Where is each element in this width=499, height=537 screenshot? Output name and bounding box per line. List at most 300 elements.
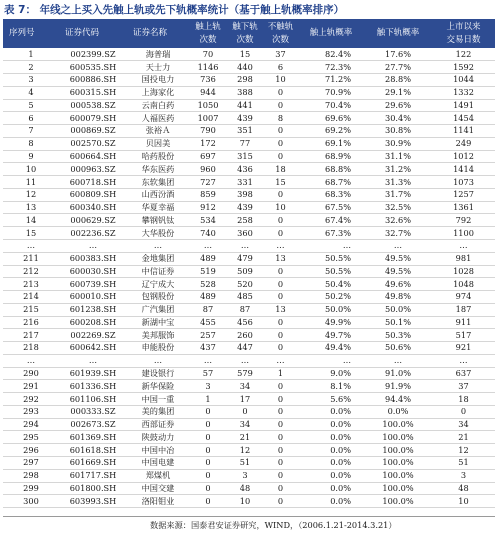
- header-days-line1: 上市以来: [446, 21, 481, 32]
- cell-no-touch: 0: [277, 419, 284, 430]
- cell-no-touch: 0: [277, 457, 284, 468]
- table-row: [3, 163, 495, 176]
- cell-seq: 9: [28, 151, 34, 161]
- cell-code: …: [88, 355, 98, 366]
- cell-up-prob: 49.4%: [324, 342, 351, 353]
- table-row: [3, 444, 495, 457]
- cell-code: 600664.SH: [69, 151, 117, 161]
- cell-name: …: [153, 355, 163, 366]
- cell-no-touch: 10: [275, 74, 286, 85]
- cell-up-count: 489: [200, 291, 216, 302]
- cell-down-count: 398: [237, 189, 253, 200]
- cell-up-prob: …: [342, 240, 351, 251]
- cell-up-count: …: [203, 355, 213, 366]
- cell-up-prob: 0.0%: [330, 482, 351, 493]
- cell-down-count: 456: [237, 316, 253, 327]
- cell-code: 600739.SH: [69, 278, 117, 289]
- cell-down-prob: 49.6%: [384, 278, 411, 289]
- cell-up-count: 534: [200, 214, 216, 225]
- cell-no-touch: 13: [275, 304, 286, 315]
- cell-down-count: 439: [237, 112, 253, 123]
- cell-no-touch: 8: [277, 112, 284, 123]
- cell-days: 21: [458, 431, 469, 442]
- cell-code: 601669.SH: [69, 457, 117, 468]
- cell-code: 601717.SH: [69, 470, 117, 481]
- cell-down-prob: 29.1%: [384, 87, 411, 98]
- cell-up-count: 0: [205, 406, 211, 417]
- cell-seq: 14: [25, 214, 37, 225]
- header-no-touch-line1: 不触轨: [267, 21, 294, 32]
- cell-name: 东软集团: [141, 176, 175, 187]
- cell-days: 921: [455, 342, 472, 353]
- cell-code: 600642.SH: [69, 342, 117, 353]
- cell-up-prob: 0.0%: [330, 419, 351, 430]
- cell-up-count: 0: [205, 470, 211, 481]
- cell-up-prob: 0.0%: [330, 470, 351, 481]
- table-row: [3, 405, 495, 418]
- cell-name: 国投电力: [141, 74, 175, 85]
- cell-name: 广汽集团: [141, 304, 175, 315]
- header-down-prob: 触下轨概率: [376, 28, 420, 38]
- cell-up-count: 519: [200, 265, 216, 276]
- cell-name: 人福医药: [141, 112, 175, 123]
- cell-up-count: 0: [205, 482, 211, 493]
- cell-no-touch: 0: [277, 316, 284, 327]
- cell-days: 3: [460, 470, 467, 481]
- cell-seq: 13: [25, 202, 37, 213]
- cell-days: 1332: [453, 87, 474, 98]
- cell-up-prob: 50.5%: [324, 265, 351, 276]
- cell-name: 辽宁成大: [141, 278, 175, 289]
- cell-down-prob: 32.5%: [384, 202, 411, 213]
- cell-down-prob: 49.5%: [384, 253, 411, 264]
- cell-seq: 10: [25, 163, 37, 174]
- cell-down-count: 17: [239, 393, 251, 404]
- cell-code: 002673.SZ: [70, 419, 116, 430]
- cell-name: 海普瑞: [145, 48, 171, 59]
- cell-up-prob: 67.5%: [324, 202, 351, 213]
- cell-seq: 294: [23, 419, 39, 430]
- cell-no-touch: 0: [277, 125, 284, 136]
- cell-down-prob: 100.0%: [382, 444, 414, 455]
- cell-down-prob: 31.2%: [384, 163, 411, 174]
- cell-seq: 8: [28, 138, 34, 149]
- table-row: [3, 342, 495, 355]
- table-row: [3, 48, 495, 61]
- cell-down-prob: 100.0%: [382, 470, 414, 481]
- cell-days: 122: [455, 48, 472, 59]
- cell-code: 600340.SH: [69, 202, 117, 213]
- cell-no-touch: 37: [275, 48, 286, 59]
- cell-days: 637: [455, 368, 472, 379]
- header-name: 证券名称: [133, 28, 168, 38]
- cell-name: 新湖中宝: [141, 316, 175, 327]
- cell-down-prob: 31.3%: [384, 176, 411, 187]
- cell-days: 0: [460, 406, 467, 417]
- cell-seq: …: [26, 355, 36, 366]
- cell-down-count: 48: [239, 482, 251, 493]
- cell-name: 西部证券: [141, 419, 175, 430]
- cell-down-count: 436: [237, 163, 253, 174]
- cell-up-prob: 0.0%: [330, 431, 351, 442]
- cell-no-touch: 0: [277, 431, 284, 442]
- cell-seq: 12: [25, 189, 37, 200]
- cell-no-touch: 0: [277, 227, 284, 238]
- header-seq: 序列号: [9, 28, 35, 38]
- cell-up-prob: 68.7%: [324, 176, 351, 187]
- cell-down-prob: 49.8%: [384, 291, 411, 302]
- cell-down-prob: 30.9%: [384, 138, 411, 149]
- cell-name: 洛阳钼业: [141, 495, 175, 506]
- cell-down-count: 479: [237, 253, 253, 264]
- cell-days: 10: [458, 495, 469, 506]
- cell-days: 12: [458, 444, 469, 455]
- cell-down-prob: 0.0%: [387, 406, 409, 417]
- cell-name: 大华股份: [141, 227, 175, 238]
- header-down-count-line1: 触下轨: [232, 21, 258, 32]
- cell-up-count: 57: [202, 368, 214, 379]
- cell-up-prob: 69.1%: [324, 138, 351, 149]
- table-row: [3, 227, 495, 240]
- cell-days: 974: [455, 291, 472, 302]
- cell-seq: 15: [25, 227, 37, 238]
- cell-name: …: [153, 240, 163, 251]
- cell-days: 48: [458, 482, 469, 493]
- cell-down-prob: 29.6%: [384, 99, 411, 110]
- cell-days: 1028: [453, 265, 474, 276]
- header-code: 证券代码: [65, 28, 100, 38]
- header-no-touch-line2: 次数: [271, 34, 289, 45]
- cell-name: 包钢股份: [141, 291, 175, 302]
- cell-down-count: 439: [237, 202, 253, 213]
- cell-up-count: 912: [200, 202, 216, 213]
- cell-name: 金地集团: [141, 253, 175, 264]
- cell-no-touch: 0: [277, 444, 284, 455]
- cell-down-count: 260: [237, 329, 253, 340]
- cell-days: 1100: [453, 227, 474, 238]
- cell-down-prob: 30.8%: [384, 125, 411, 136]
- cell-days: 1592: [453, 61, 474, 72]
- cell-days: 792: [455, 214, 472, 225]
- table-row: [3, 303, 495, 316]
- cell-down-prob: …: [393, 240, 403, 251]
- cell-up-prob: …: [342, 355, 351, 366]
- cell-up-count: 257: [200, 329, 216, 340]
- cell-days: 18: [458, 393, 469, 404]
- cell-up-count: 0: [205, 444, 211, 455]
- cell-up-prob: 49.9%: [324, 316, 351, 327]
- cell-up-count: 70: [202, 48, 214, 59]
- cell-code: 000629.SZ: [70, 214, 116, 225]
- cell-no-touch: 0: [277, 87, 284, 98]
- cell-name: 陕鼓动力: [141, 431, 175, 442]
- table-row: [3, 99, 495, 112]
- header-days-line2: 交易日数: [446, 34, 481, 45]
- cell-seq: 293: [23, 406, 39, 417]
- cell-no-touch: …: [276, 355, 285, 366]
- cell-name: 张裕Ａ: [145, 125, 171, 136]
- cell-no-touch: 0: [277, 151, 284, 161]
- cell-no-touch: 15: [275, 176, 286, 187]
- source-note: 数据来源：国泰君安证券研究，WIND，（2006.1.21-2014.3.21）: [150, 520, 397, 530]
- cell-up-count: 0: [205, 495, 211, 506]
- cell-code: 600383.SH: [69, 253, 117, 264]
- cell-days: 1361: [453, 202, 474, 213]
- cell-no-touch: 13: [275, 253, 286, 264]
- cell-up-prob: 70.4%: [324, 99, 351, 110]
- cell-days: 1414: [453, 163, 474, 174]
- cell-down-count: 298: [237, 74, 253, 85]
- cell-name: 攀钢钒钛: [141, 214, 175, 225]
- cell-up-count: 1007: [197, 112, 219, 123]
- cell-down-count: 360: [237, 227, 253, 238]
- cell-down-prob: 50.1%: [384, 316, 411, 327]
- cell-up-prob: 69.2%: [324, 125, 351, 136]
- cell-seq: 213: [23, 278, 39, 289]
- table-row: [3, 252, 495, 265]
- cell-down-count: 520: [237, 278, 253, 289]
- table-row: [3, 457, 495, 470]
- cell-seq: 4: [28, 87, 34, 98]
- cell-no-touch: 0: [277, 482, 284, 493]
- cell-up-prob: 0.0%: [330, 457, 351, 468]
- cell-code: 601106.SH: [69, 393, 117, 404]
- cell-days: 1044: [453, 74, 474, 85]
- cell-days: 1491: [453, 99, 474, 110]
- cell-name: 哈药股份: [141, 151, 175, 161]
- cell-days: 1073: [453, 176, 474, 187]
- cell-down-count: 3: [242, 470, 248, 481]
- cell-seq: 6: [28, 112, 34, 123]
- cell-down-count: 258: [237, 214, 253, 225]
- cell-up-count: 0: [205, 419, 211, 430]
- table-row: [3, 482, 495, 495]
- header-up-prob: 触上轨概率: [309, 28, 353, 38]
- cell-seq: 291: [23, 380, 39, 391]
- table-row: [3, 393, 495, 406]
- cell-up-prob: 50.5%: [324, 253, 351, 264]
- cell-down-prob: 91.0%: [384, 368, 411, 379]
- table-row: [3, 278, 495, 291]
- table-row: [3, 112, 495, 125]
- cell-down-prob: 100.0%: [382, 495, 414, 506]
- cell-down-prob: 49.5%: [384, 265, 411, 276]
- cell-name: 中国电建: [141, 457, 175, 468]
- cell-days: 34: [458, 419, 469, 430]
- cell-name: 郑煤机: [145, 470, 171, 481]
- table-row: [3, 329, 495, 342]
- cell-down-count: 447: [237, 342, 253, 353]
- cell-days: 517: [455, 329, 472, 340]
- cell-down-prob: 50.3%: [384, 329, 411, 340]
- cell-code: 002399.SZ: [70, 48, 116, 59]
- cell-up-prob: 50.0%: [324, 304, 351, 315]
- cell-name: 申能股份: [141, 342, 175, 353]
- cell-seq: 211: [23, 253, 39, 264]
- cell-name: 华东医药: [141, 163, 175, 174]
- cell-up-count: 736: [200, 74, 216, 85]
- cell-name: 贝因美: [145, 138, 171, 149]
- cell-no-touch: 0: [277, 99, 284, 110]
- cell-down-prob: 32.7%: [384, 227, 411, 238]
- cell-down-count: 315: [237, 151, 253, 161]
- cell-days: 1012: [453, 151, 474, 161]
- cell-up-prob: 68.9%: [324, 151, 351, 161]
- cell-down-count: 34: [239, 419, 251, 430]
- cell-up-prob: 82.4%: [324, 48, 351, 59]
- cell-down-count: 0: [242, 406, 248, 417]
- table-row: [3, 469, 495, 482]
- cell-name: 山西汾酒: [141, 189, 175, 200]
- cell-name: 中信证券: [141, 265, 175, 276]
- cell-seq: 296: [23, 444, 39, 455]
- cell-down-count: 34: [239, 380, 251, 391]
- cell-up-prob: 69.6%: [324, 112, 351, 123]
- cell-code: …: [88, 240, 98, 251]
- cell-down-prob: 32.6%: [384, 214, 411, 225]
- cell-seq: 2: [28, 61, 34, 72]
- cell-up-prob: 68.3%: [324, 189, 351, 200]
- cell-days: 1048: [453, 278, 474, 289]
- cell-code: 002236.SZ: [70, 227, 116, 238]
- cell-code: 601618.SH: [69, 444, 117, 455]
- cell-no-touch: 0: [277, 278, 284, 289]
- cell-seq: 216: [23, 316, 39, 327]
- cell-days: 187: [455, 304, 472, 315]
- header-down-count: [227, 19, 263, 48]
- cell-down-prob: 50.6%: [384, 342, 411, 353]
- cell-no-touch: 0: [277, 138, 284, 149]
- cell-code: 600010.SH: [69, 291, 117, 302]
- cell-code: 601336.SH: [69, 380, 117, 391]
- cell-no-touch: 0: [277, 380, 284, 391]
- cell-code: 601800.SH: [69, 482, 117, 493]
- cell-up-count: …: [203, 240, 213, 251]
- table-row: [3, 86, 495, 99]
- cell-up-count: 172: [200, 138, 216, 149]
- cell-name: 美的集团: [141, 406, 175, 417]
- cell-down-count: …: [240, 240, 250, 251]
- table-body: [3, 48, 495, 508]
- cell-seq: 300: [23, 495, 39, 506]
- cell-no-touch: 0: [277, 342, 284, 353]
- cell-name: 建设银行: [141, 368, 175, 379]
- cell-up-count: 0: [205, 457, 211, 468]
- cell-name: 天士力: [145, 61, 171, 72]
- cell-down-count: 440: [237, 61, 253, 72]
- cell-code: 600886.SH: [69, 74, 117, 85]
- cell-seq: 215: [23, 304, 39, 315]
- cell-up-count: 1: [205, 393, 211, 404]
- table-row: [3, 291, 495, 304]
- cell-no-touch: …: [276, 240, 285, 251]
- cell-down-count: 388: [237, 87, 253, 98]
- cell-down-prob: 100.0%: [382, 431, 414, 442]
- cell-down-count: 10: [239, 495, 251, 506]
- cell-name: 美邦服饰: [141, 329, 175, 340]
- header-down-count-line2: 次数: [236, 34, 254, 45]
- cell-down-prob: 30.4%: [384, 112, 411, 123]
- cell-down-count: 87: [239, 304, 251, 315]
- cell-down-count: 51: [239, 457, 251, 468]
- cell-up-prob: 72.3%: [324, 61, 351, 72]
- table-header-row: [3, 19, 495, 48]
- cell-seq: …: [26, 240, 36, 251]
- cell-name: 新华保险: [141, 380, 175, 391]
- table-row: [3, 214, 495, 227]
- cell-days: …: [459, 240, 468, 251]
- header-up-count-line2: 次数: [199, 34, 217, 45]
- table-row: [3, 74, 495, 87]
- table-row: [3, 418, 495, 431]
- cell-up-count: 960: [200, 163, 216, 174]
- cell-up-prob: 5.6%: [330, 393, 351, 404]
- cell-down-count: 331: [237, 176, 253, 187]
- cell-seq: 292: [23, 393, 39, 404]
- cell-code: 002570.SZ: [70, 138, 116, 149]
- cell-seq: 5: [28, 99, 34, 110]
- cell-code: 601939.SH: [69, 368, 117, 379]
- table-row: [3, 61, 495, 74]
- cell-name: 中国一重: [141, 393, 175, 404]
- cell-name: 中国中冶: [141, 444, 175, 455]
- cell-down-count: 21: [239, 431, 251, 442]
- cell-down-prob: 100.0%: [382, 419, 414, 430]
- cell-up-count: 3: [205, 380, 211, 391]
- cell-code: 600315.SH: [69, 87, 117, 98]
- cell-seq: 217: [23, 329, 39, 340]
- cell-up-count: 1146: [197, 61, 219, 72]
- cell-down-count: 485: [237, 291, 253, 302]
- cell-code: 600535.SH: [69, 61, 117, 72]
- cell-no-touch: 0: [277, 495, 284, 506]
- cell-down-count: 509: [237, 265, 253, 276]
- cell-days: 981: [455, 253, 472, 264]
- cell-up-prob: 0.0%: [330, 495, 351, 506]
- cell-name: 中国交建: [141, 482, 175, 493]
- cell-code: 600079.SH: [69, 112, 117, 123]
- cell-down-count: 77: [239, 138, 251, 149]
- table-row: [3, 137, 495, 150]
- cell-name: 云南白药: [141, 99, 175, 110]
- table-row: [3, 188, 495, 201]
- cell-down-count: 351: [237, 125, 253, 136]
- cell-up-count: 944: [200, 87, 216, 98]
- cell-days: …: [459, 355, 468, 366]
- cell-up-count: 87: [202, 304, 214, 315]
- cell-code: 000333.SZ: [70, 406, 116, 417]
- cell-name: 华夏幸福: [141, 202, 175, 213]
- cell-up-prob: 68.8%: [324, 163, 351, 174]
- cell-down-count: 12: [239, 444, 251, 455]
- table-row: [3, 354, 495, 367]
- cell-seq: 295: [23, 431, 39, 442]
- cell-code: 603993.SH: [69, 495, 117, 506]
- cell-code: 600030.SH: [69, 265, 117, 276]
- cell-seq: 7: [28, 125, 34, 136]
- cell-down-prob: 50.0%: [384, 304, 411, 315]
- cell-up-count: 697: [200, 151, 216, 161]
- cell-seq: 1: [28, 48, 34, 59]
- cell-no-touch: 0: [277, 214, 284, 225]
- cell-down-prob: 91.9%: [384, 380, 411, 391]
- cell-seq: 218: [23, 342, 39, 353]
- cell-code: 002269.SZ: [70, 329, 116, 340]
- table-row: [3, 150, 495, 163]
- table-bottom-rule: [3, 516, 495, 517]
- table-row: [3, 239, 495, 252]
- cell-seq: 212: [23, 265, 39, 276]
